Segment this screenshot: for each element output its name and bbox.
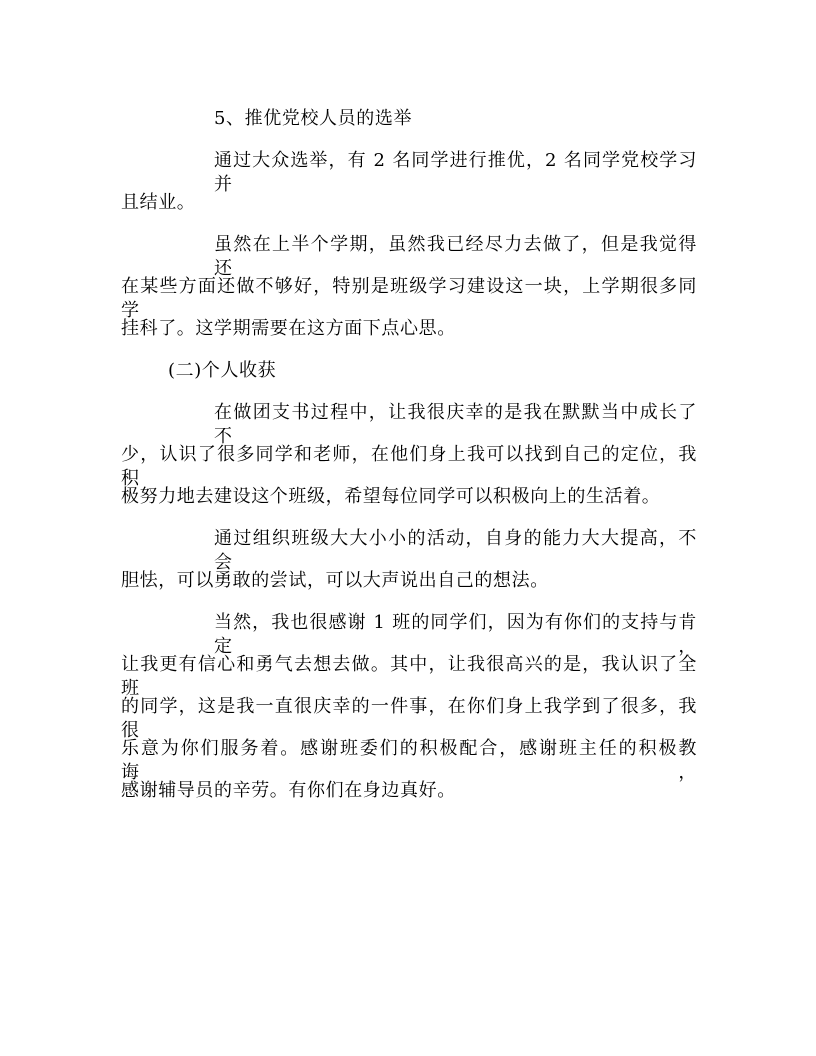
paragraph-line: 在做团支书过程中，让我很庆幸的是我在默默当中成长了不	[214, 402, 697, 447]
paragraph-line: 乐意为你们服务着。感谢班委们的积极配合，感谢班主任的积极教诲，	[121, 738, 697, 783]
paragraph-line: 虽然在上半个学期，虽然我已经尽力去做了，但是我觉得还	[214, 234, 697, 279]
paragraph-line: 极努力地去建设这个班级，希望每位同学可以积极向上的生活着。	[121, 486, 661, 507]
paragraph-line: 当然，我也很感谢 1 班的同学们，因为有你们的支持与肯定，	[214, 612, 697, 657]
paragraph-line: 少，认识了很多同学和老师，在他们身上我可以找到自己的定位，我积	[121, 444, 697, 489]
section-heading-personal-gains: (二)个人收获	[168, 360, 277, 381]
paragraph-line: 挂科了。这学期需要在这方面下点心思。	[121, 318, 456, 339]
paragraph-line: 且结业。	[121, 192, 196, 213]
paragraph-line: 感谢辅导员的辛劳。有你们在身边真好。	[121, 780, 456, 801]
paragraph-line: 的同学，这是我一直很庆幸的一件事，在你们身上我学到了很多，我很	[121, 696, 697, 741]
paragraph-line: 通过大众选举，有 2 名同学进行推优，2 名同学党校学习并	[214, 150, 697, 195]
section-heading-elections: 5、推优党校人员的选举	[214, 108, 413, 129]
paragraph-line: 让我更有信心和勇气去想去做。其中，让我很高兴的是，我认识了全班	[121, 654, 697, 699]
paragraph-line: 胆怯，可以勇敢的尝试，可以大声说出自己的想法。	[121, 570, 549, 591]
paragraph-line: 通过组织班级大大小小的活动，自身的能力大大提高，不会	[214, 528, 697, 573]
paragraph-line: 在某些方面还做不够好，特别是班级学习建设这一块，上学期很多同学	[121, 276, 697, 321]
